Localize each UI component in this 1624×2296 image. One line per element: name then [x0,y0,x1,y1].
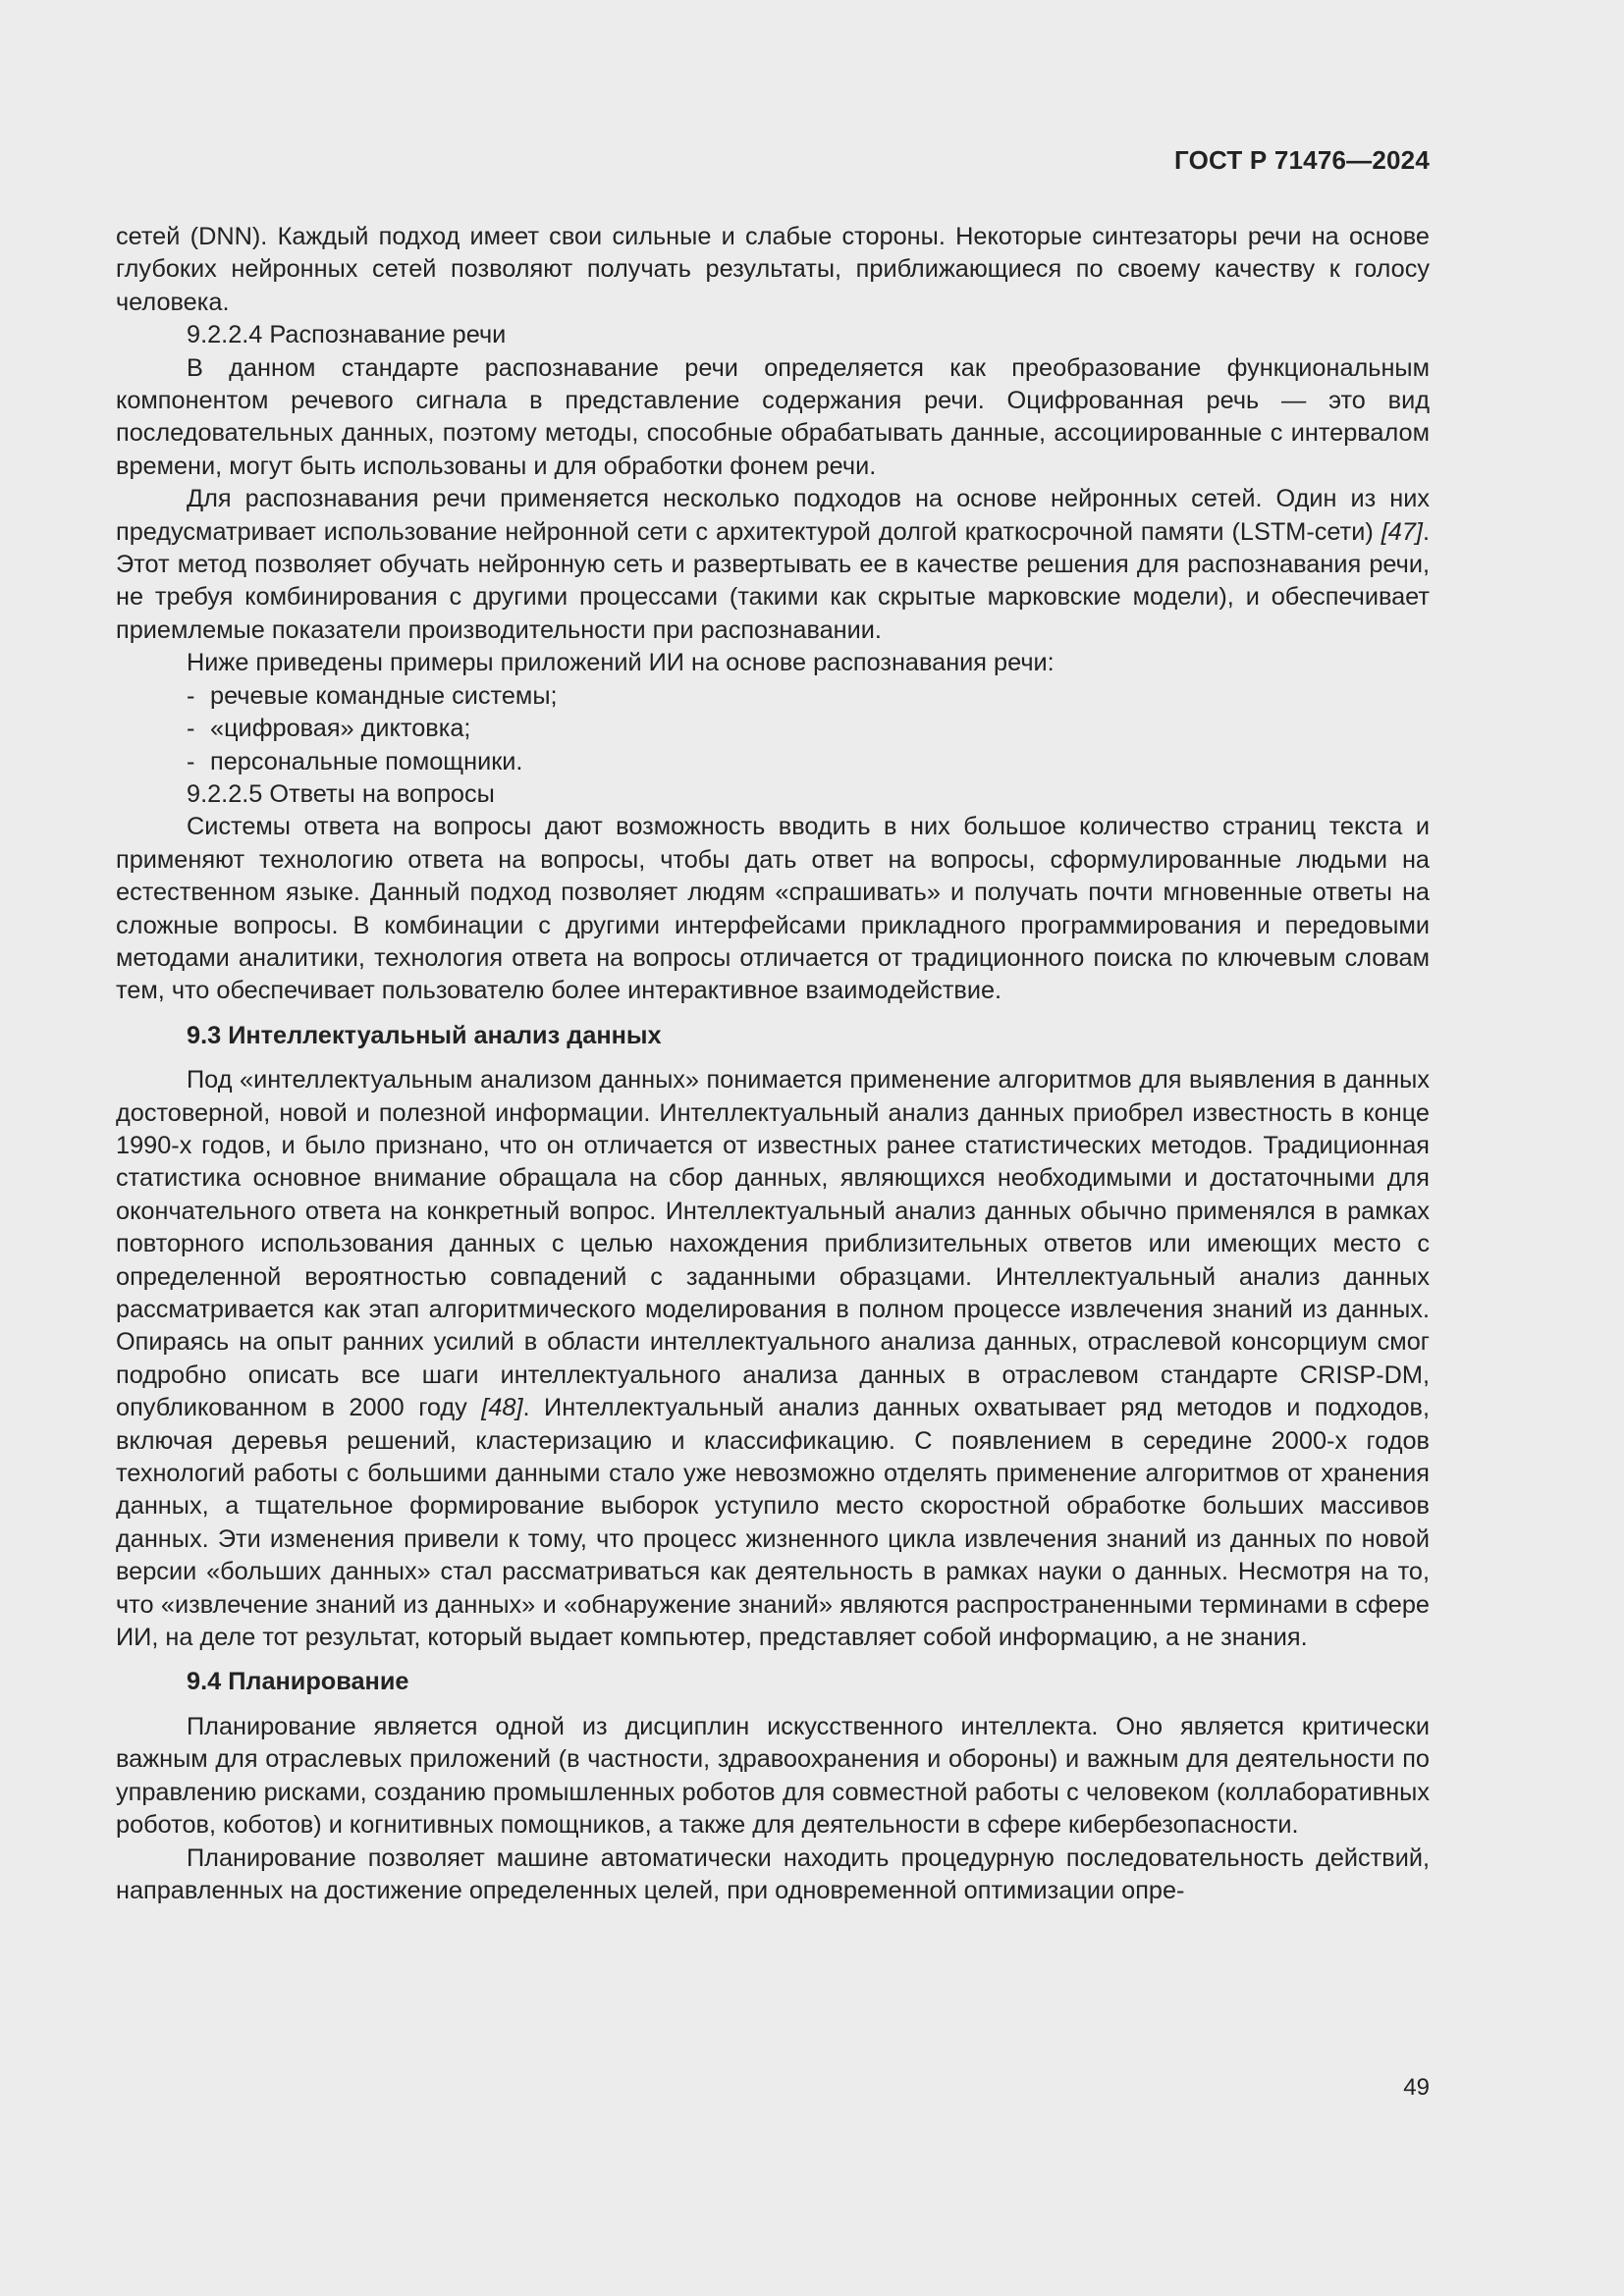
paragraph-text: Под «интеллектуальным анализом данных» понимается применение алгоритмов для выявления в данных достоверной, новой и полезной информации. Интеллектуальный анализ данных приобрел известность в конце 1990-х годов, и было признано, что он отличается от известных ранее статистических методов. Традиционная статистика основное внимание обращала на сбор данных, являющихся необходимыми и достаточными для окончательного ответа на конкретный вопрос. Интеллектуальный анализ данных обычно применялся в рамках повторного использования данных с целью нахождения приблизительных ответов или имеющих место с определенной вероятностью совпадений с заданными образцами. Интеллектуальный анализ данных рассматривается как этап алгоритмического моделирования в полном процессе извлечения знаний из данных. Опираясь на опыт ранних усилий в области интеллектуального анализа данных, отраслевой консорциум смог подробно описать все шаги интеллектуального анализа данных в отраслевом стандарте CRISP-DM, опубликованном в 2000 году [116,1066,1430,1422]
paragraph-data-mining [116,1064,1430,1654]
subsection-heading-9-2-2-4: 9.2.2.4 Распознавание речи [187,321,507,349]
paragraph-planning-intro: Планирование является одной из дисциплин искусственного интеллекта. Оно является критически важным для отраслевых приложений (в частности, здравоохранения и обороны) и важным для деятельности по управлению рисками, созданию промышленных роботов для совместной работы с человеком (коллаборативных роботов, коботов) и когнитивных помощников, а также для деятельности в сфере кибербезопасности. [116,1712,1430,1840]
paragraph-planning-definition: Планирование позволяет машине автоматически находить процедурную последовательность действий, направленных на достижение определенных целей, при одновременной оптимизации опре- [116,1843,1430,1904]
list-item [116,680,1430,713]
paragraph-text: . Интеллектуальный анализ данных охватывает ряд методов и подходов, включая деревья решений, кластеризацию и классификацию. С появлением в середине 2000-х годов технологий работы с большими данными стало уже невозможно отделять применение алгоритмов от хранения данных, а тщательное формирование выборок уступило место скоростной обработке больших массивов данных. Эти изменения привели к тому, что процесс жизненного цикла извлечения знаний из данных по новой версии «больших данных» стал рассматриваться как деятельность в рамках науки о данных. Несмотря на то, что «извлечение знаний из данных» и «обнаружение знаний» являются распространенными терминами в сфере ИИ, на деле тот результат, который выдает компьютер, представляет собой информацию, а не знания. [116,1394,1430,1652]
paragraph-speech-definition: В данном стандарте распознавание речи определяется как преобразование функциональным компонентом речевого сигнала в представление содержания речи. Оцифрованная речь — это вид последовательных данных, поэтому методы, способные обрабатывать данные, ассоциированные с интервалом времени, могут быть использованы и для обработки фонем речи. [116,353,1430,480]
list-item-text: «цифровая» диктовка; [210,715,471,743]
paragraph-text: . Этот метод позволяет обучать нейронную сеть и развертывать ее в качестве решения для распознавания речи, не требуя комбинирования с другими процессами (такими как скрытые марковские модели), и обеспечивает приемлемые показатели производительности при распознавании. [116,517,1430,644]
list-item-text: персональные помощники. [210,747,523,775]
list-item [116,713,1430,745]
list-dash: - [187,715,195,743]
list-dash: - [187,747,195,775]
list-item-text: речевые командные системы; [210,681,558,710]
document-body [116,221,1430,1907]
section-heading-9-3: 9.3 Интеллектуальный анализ данных [187,1021,662,1049]
paragraph-intro: сетей (DNN). Каждый подход имеет свои сильные и слабые стороны. Некоторые синтезаторы речи на основе глубоких нейронных сетей позволяют получать результаты, приближающиеся по своему качеству к голосу человека. [116,223,1430,316]
subsection-heading-9-2-2-5: 9.2.2.5 Ответы на вопросы [187,779,495,808]
list-dash: - [187,681,195,710]
document-header: ГОСТ Р 71476—2024 [1174,145,1430,175]
page-number: 49 [1403,2074,1430,2101]
paragraph-speech-examples: Ниже приведены примеры приложений ИИ на основе распознавания речи: [187,649,1055,677]
paragraph-text: Для распознавания речи применяется несколько подходов на основе нейронных сетей. Один из них предусматривает использование нейронной сети с архитектурой долгой краткосрочной памяти (LSTM-сети) [116,485,1430,546]
reference-47[interactable]: [47] [1380,517,1423,546]
reference-48[interactable]: [48] [481,1394,523,1422]
list-item [116,746,1430,778]
section-heading-9-4: 9.4 Планирование [187,1668,409,1696]
paragraph-question-answering: Системы ответа на вопросы дают возможность вводить в них большое количество страниц текста и применяют технологию ответа на вопросы, чтобы дать ответ на вопросы, сформулированные людьми на естественном языке. Данный подход позволяет людям «спрашивать» и получать почти мгновенные ответы на сложные вопросы. В комбинации с другими интерфейсами прикладного программирования и передовыми методами аналитики, технология ответа на вопросы отличается от традиционного поиска по ключевым словам тем, что обеспечивает пользователю более интерактивное взаимодействие. [116,813,1430,1005]
paragraph-speech-approaches [116,483,1430,647]
